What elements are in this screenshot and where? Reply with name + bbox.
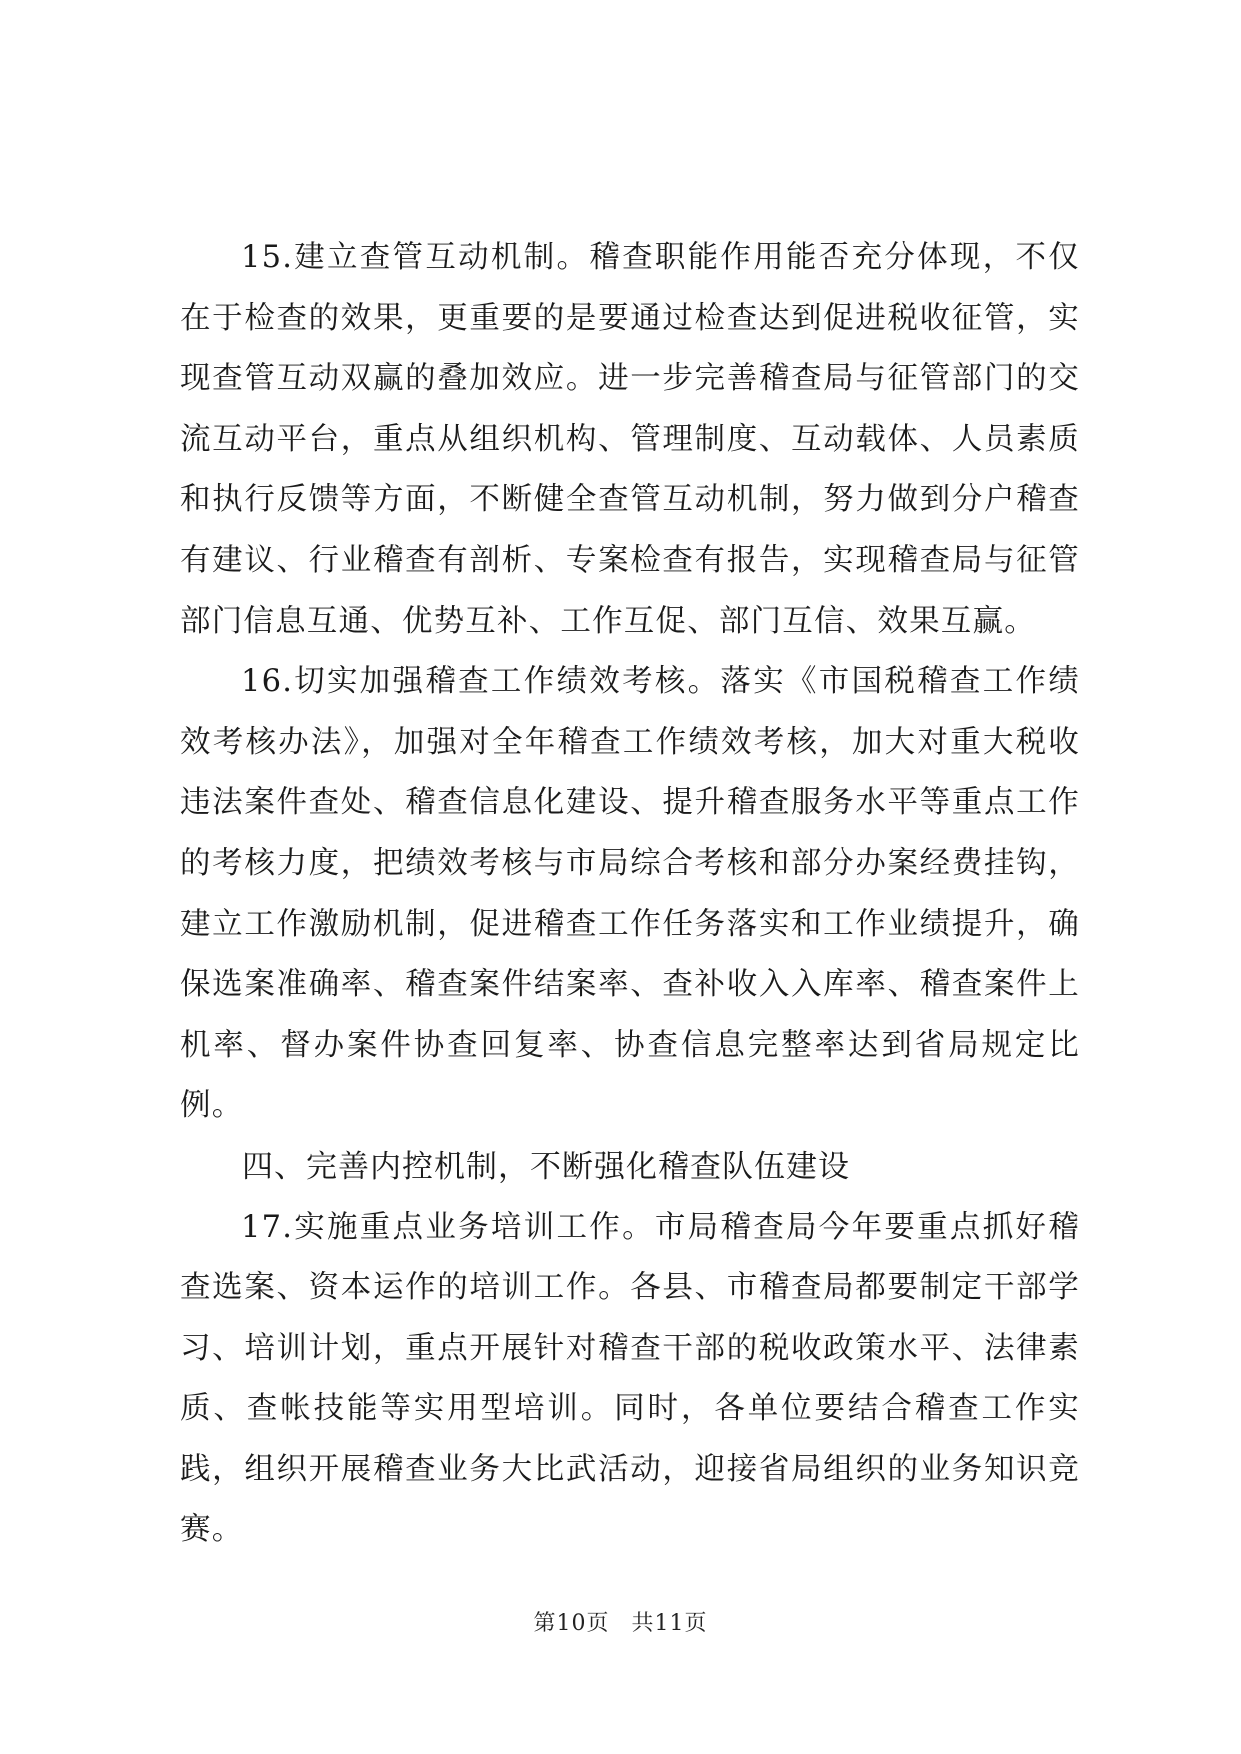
document-body bbox=[180, 228, 1080, 1561]
section-heading: 四、完善内控机制，不断强化稽查队伍建设 bbox=[242, 1148, 850, 1185]
paragraph-item-16: 16.切实加强稽查工作绩效考核。落实《市国税稽查工作绩效考核办法》，加强对全年稽查工作绩效考核，加大对重大税收违法案件查处、稽查信息化建设、提升稽查服务水平等重点工作的考核力度，把绩效考核与市局综合考核和部分办案经费挂钩，建立工作激励机制，促进稽查工作任务落实和工作业绩提升，确保选案准确率、稽查案件结案率、查补收入入库率、稽查案件上机率、督办案件协查回复率、协查信息完整率达到省局规定比例。 bbox=[180, 664, 1080, 1124]
page-footer bbox=[0, 1606, 1241, 1637]
current-page-label: 第10页 bbox=[533, 1611, 610, 1636]
paragraph-item-15: 15.建立查管互动机制。稽查职能作用能否充分体现，不仅在于检查的效果，更重要的是要通过检查达到促进税收征管，实现查管互动双赢的叠加效应。进一步完善稽查局与征管部门的交流互动平台，重点从组织机构、管理制度、互动载体、人员素质和执行反馈等方面，不断健全查管互动机制，努力做到分户稽查有建议、行业稽查有剖析、专案检查有报告，实现稽查局与征管部门信息互通、优势互补、工作互促、部门互信、效果互赢。 bbox=[180, 240, 1080, 639]
total-pages-label: 共11页 bbox=[631, 1611, 708, 1636]
paragraph-item-17: 17.实施重点业务培训工作。市局稽查局今年要重点抓好稽查选案、资本运作的培训工作。各县、市稽查局都要制定干部学习、培训计划，重点开展针对稽查干部的税收政策水平、法律素质、查帐技能等实用型培训。同时，各单位要结合稽查工作实践，组织开展稽查业务大比武活动，迎接省局组织的业务知识竞赛。 bbox=[180, 1209, 1080, 1548]
